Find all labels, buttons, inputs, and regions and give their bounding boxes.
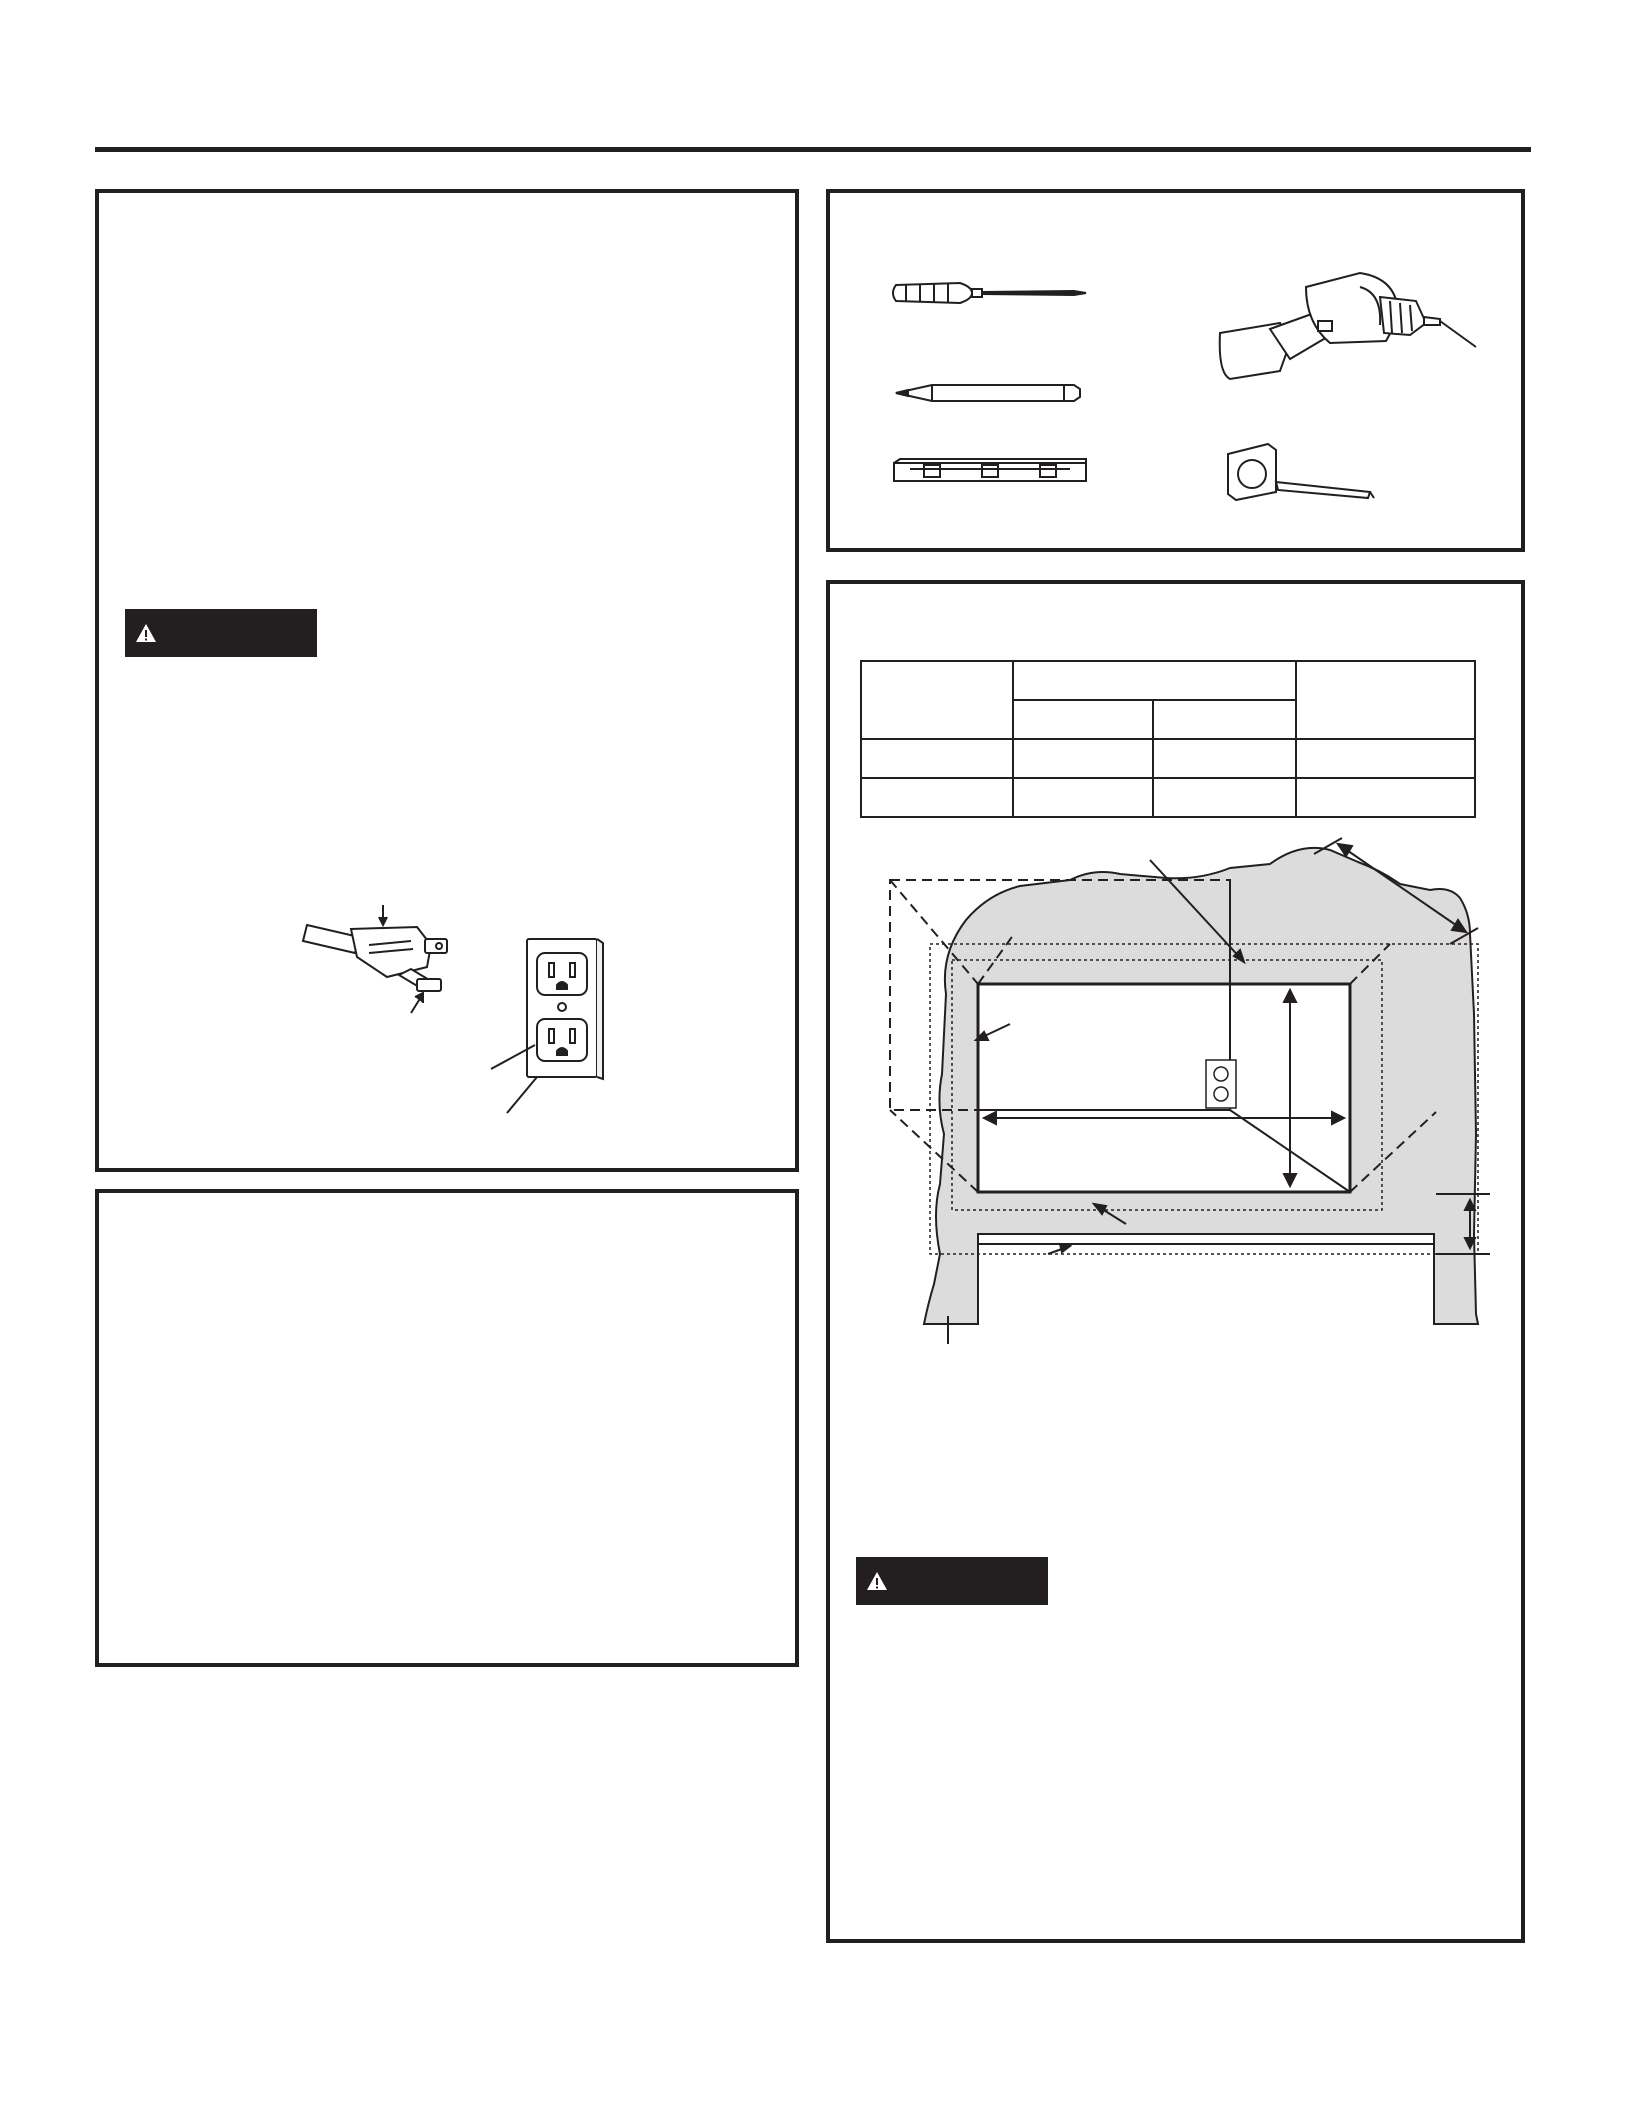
table-row (861, 739, 1475, 778)
electrical-requirements-panel (95, 189, 799, 1172)
installation-panel (826, 580, 1525, 1943)
level-icon (890, 455, 1090, 487)
grounded-outlet-illustration (487, 933, 607, 1123)
table-cell (1153, 778, 1296, 817)
table-subheader (1153, 700, 1296, 739)
parts-panel (95, 1189, 799, 1667)
table-cell (1296, 739, 1475, 778)
pencil-icon (894, 381, 1084, 405)
table-cell (1153, 739, 1296, 778)
screwdriver-icon (890, 273, 1090, 313)
table-header-left (861, 661, 1013, 739)
cutout-opening (978, 984, 1350, 1192)
cutout-dimension-table (860, 660, 1476, 818)
table-header-right (1296, 661, 1475, 739)
drill-icon (1210, 263, 1480, 403)
table-row (861, 778, 1475, 817)
table-cell (1013, 778, 1153, 817)
table-subheader (1013, 700, 1153, 739)
table-cell (861, 778, 1013, 817)
tape-measure-icon (1220, 438, 1380, 518)
table-cell (861, 739, 1013, 778)
warning-icon (866, 1571, 888, 1591)
table-header-middle (1013, 661, 1296, 700)
cabinet-cutout-diagram (870, 834, 1490, 1344)
table-cell (1013, 739, 1153, 778)
table-cell (1296, 778, 1475, 817)
warning-banner (856, 1557, 1048, 1605)
tools-panel (826, 189, 1525, 552)
warning-icon (135, 623, 157, 643)
header-rule (95, 147, 1531, 152)
warning-banner (125, 609, 317, 657)
outlet-icon (1206, 1060, 1236, 1108)
